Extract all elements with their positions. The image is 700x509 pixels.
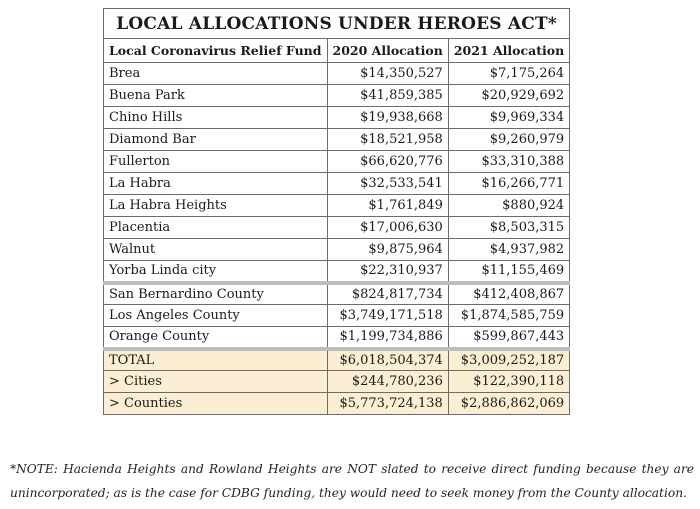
row-label: Buena Park [104, 85, 328, 107]
allocation-2021: $880,924 [448, 195, 569, 217]
city-row [104, 63, 570, 85]
allocation-2021: $412,408,867 [448, 283, 569, 305]
city-row [104, 107, 570, 129]
total-row [104, 371, 570, 393]
table-title: LOCAL ALLOCATIONS UNDER HEROES ACT* [104, 9, 570, 39]
row-label: La Habra Heights [104, 195, 328, 217]
allocation-2021: $9,260,979 [448, 129, 569, 151]
allocation-2021: $4,937,982 [448, 239, 569, 261]
allocation-2021: $1,874,585,759 [448, 305, 569, 327]
county-row [104, 327, 570, 349]
city-row [104, 217, 570, 239]
allocation-2020: $41,859,385 [327, 85, 448, 107]
footnote: *NOTE: Hacienda Heights and Rowland Heights are NOT slated to receive direct funding because they are unincorporated; as is the case for CDBG funding, they would need to seek money from the County allocation. [10, 462, 694, 500]
row-label: > Counties [104, 393, 328, 415]
allocation-2020: $824,817,734 [327, 283, 448, 305]
total-row [104, 393, 570, 415]
row-label: Chino Hills [104, 107, 328, 129]
allocation-2020: $9,875,964 [327, 239, 448, 261]
allocation-2021: $20,929,692 [448, 85, 569, 107]
allocation-2021: $9,969,334 [448, 107, 569, 129]
allocation-2020: $17,006,630 [327, 217, 448, 239]
allocation-2021: $16,266,771 [448, 173, 569, 195]
allocation-2020: $32,533,541 [327, 173, 448, 195]
allocation-2020: $3,749,171,518 [327, 305, 448, 327]
row-label: Walnut [104, 239, 328, 261]
column-header-2020: 2020 Allocation [327, 39, 448, 63]
row-label: Orange County [104, 327, 328, 349]
city-row [104, 261, 570, 283]
row-label: Fullerton [104, 151, 328, 173]
allocation-2020: $66,620,776 [327, 151, 448, 173]
allocations-table [103, 8, 570, 415]
row-label: > Cities [104, 371, 328, 393]
allocation-2021: $122,390,118 [448, 371, 569, 393]
table-header-row [104, 39, 570, 63]
column-header-fund: Local Coronavirus Relief Fund [104, 39, 328, 63]
city-row [104, 151, 570, 173]
allocation-2020: $5,773,724,138 [327, 393, 448, 415]
allocation-2020: $1,761,849 [327, 195, 448, 217]
row-label: Yorba Linda city [104, 261, 328, 283]
allocation-2021: $7,175,264 [448, 63, 569, 85]
city-row [104, 129, 570, 151]
county-row [104, 305, 570, 327]
column-header-2021: 2021 Allocation [448, 39, 569, 63]
allocation-2020: $22,310,937 [327, 261, 448, 283]
city-row [104, 195, 570, 217]
row-label: Placentia [104, 217, 328, 239]
row-label: Los Angeles County [104, 305, 328, 327]
row-label: Brea [104, 63, 328, 85]
city-row [104, 239, 570, 261]
allocation-2020: $6,018,504,374 [327, 349, 448, 371]
allocation-2021: $33,310,388 [448, 151, 569, 173]
city-row [104, 85, 570, 107]
row-label: TOTAL [104, 349, 328, 371]
row-label: Diamond Bar [104, 129, 328, 151]
allocation-2020: $18,521,958 [327, 129, 448, 151]
row-label: La Habra [104, 173, 328, 195]
county-row [104, 283, 570, 305]
allocation-2021: $599,867,443 [448, 327, 569, 349]
allocation-2021: $2,886,862,069 [448, 393, 569, 415]
allocation-2020: $14,350,527 [327, 63, 448, 85]
city-row [104, 173, 570, 195]
row-label: San Bernardino County [104, 283, 328, 305]
allocation-2021: $11,155,469 [448, 261, 569, 283]
allocation-2020: $1,199,734,886 [327, 327, 448, 349]
allocation-2021: $3,009,252,187 [448, 349, 569, 371]
allocation-2021: $8,503,315 [448, 217, 569, 239]
allocation-2020: $244,780,236 [327, 371, 448, 393]
allocation-2020: $19,938,668 [327, 107, 448, 129]
total-row [104, 349, 570, 371]
